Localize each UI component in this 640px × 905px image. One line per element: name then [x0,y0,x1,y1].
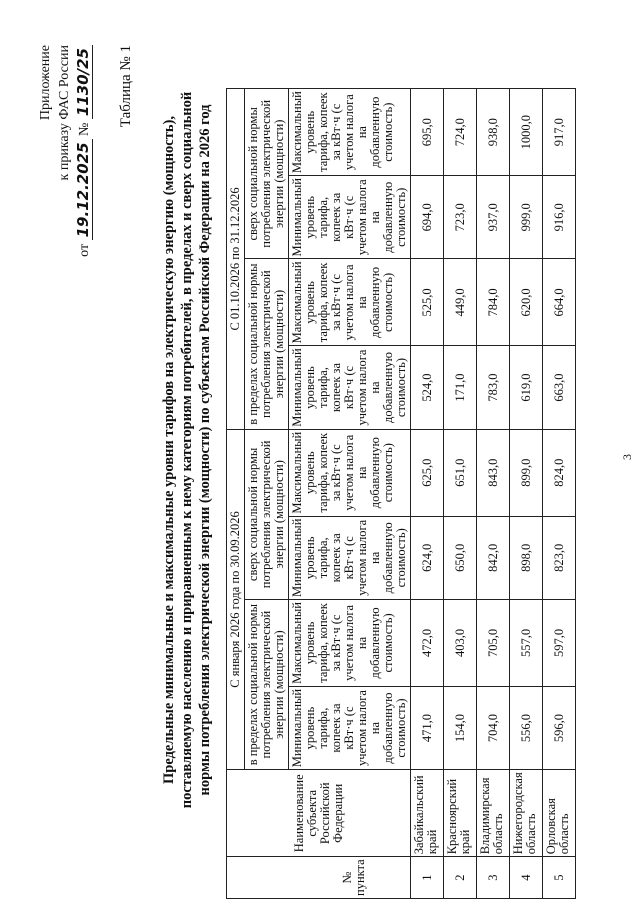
tariff-value: 403,0 [444,600,477,687]
tariff-value: 471,0 [411,686,444,769]
tariff-value: 525,0 [411,259,444,346]
table-row [444,89,477,899]
tariff-value: 524,0 [411,346,444,429]
row-number: 5 [543,857,576,899]
tariff-value: 705,0 [477,600,510,687]
tariff-value: 999,0 [510,176,543,259]
tariff-value: 916,0 [543,176,576,259]
header-above-norm-2: сверх социальной нормы потребления электрической энергии (мощности) [245,89,289,259]
tariff-value: 899,0 [510,429,543,516]
header-max: Максимальный уровень тарифа, копеек за кВт·ч (с учетом налога на добавленную стоимость) [289,89,411,176]
annex-date: 19.12.2025 [74,139,93,240]
annex-line-1: Приложение [38,45,53,121]
header-within-norm-2: в пределах социальной нормы потребления электрической энергии (мощности) [245,259,289,429]
row-number: 3 [477,857,510,899]
annex-line-3 [74,45,94,305]
tariff-value: 625,0 [411,429,444,516]
table-label: Таблица № 1 [118,45,134,128]
row-subject: Орловская область [543,770,576,857]
tariff-value: 596,0 [543,686,576,769]
annex-from-label: от [77,243,92,257]
row-number: 2 [444,857,477,899]
tariff-value: 704,0 [477,686,510,769]
annex-no-label: № [77,122,92,136]
tariff-value: 663,0 [543,346,576,429]
tariff-value: 723,0 [444,176,477,259]
table-row [411,89,444,899]
annex-line-2: к приказу ФАС России [57,45,72,181]
tariff-value: 783,0 [477,346,510,429]
header-min: Минимальный уровень тарифа, копеек за кВт·ч (с учетом налога на добавленную стоимость) [289,176,411,259]
header-period-2: С 01.10.2026 по 31.12.2026 [227,89,245,430]
header-period-1: С января 2026 года по 30.09.2026 [227,429,245,770]
tariff-value: 938,0 [477,89,510,176]
annex-number: 1130/25 [74,45,93,119]
header-within-norm-1: в пределах социальной нормы потребления электрической энергии (мощности) [245,600,289,770]
tariff-value: 154,0 [444,686,477,769]
row-subject: Владимирская область [477,770,510,857]
tariff-value: 620,0 [510,259,543,346]
tariff-value: 664,0 [543,259,576,346]
tariff-value: 694,0 [411,176,444,259]
annex-block [36,45,94,305]
row-subject: Забайкальский край [411,770,444,857]
header-above-norm-1: сверх социальной нормы потребления электрической энергии (мощности) [245,429,289,599]
header-max: Максимальный уровень тарифа, копеек за кВт·ч (с учетом налога на добавленную стоимость) [289,600,411,687]
header-num: № пункта [227,857,411,899]
header-subject: Наименование субъекта Российской Федерации [227,770,411,857]
tariff-value: 824,0 [543,429,576,516]
tariff-value: 557,0 [510,600,543,687]
tariff-value: 1000,0 [510,89,543,176]
tariff-value: 937,0 [477,176,510,259]
header-min: Минимальный уровень тарифа, копеек за кВт·ч (с учетом налога на добавленную стоимость) [289,516,411,599]
tariff-value: 556,0 [510,686,543,769]
tariff-value: 695,0 [411,89,444,176]
header-max: Максимальный уровень тарифа, копеек за кВт·ч (с учетом налога на добавленную стоимость) [289,259,411,346]
tariff-value: 842,0 [477,516,510,599]
tariff-value: 619,0 [510,346,543,429]
row-number: 1 [411,857,444,899]
tariff-value: 724,0 [444,89,477,176]
tariff-table [226,88,576,899]
tariff-value: 823,0 [543,516,576,599]
row-subject: Нижегородская область [510,770,543,857]
row-subject: Красноярский край [444,770,477,857]
tariff-value: 784,0 [477,259,510,346]
tariff-value: 651,0 [444,429,477,516]
tariff-value: 449,0 [444,259,477,346]
row-number: 4 [510,857,543,899]
document-title: Предельные минимальные и максимальные уровни тарифов на электрическую энергию (мощность), поставляемую населению и приравненным к нему категориям потребителей, в пределах и сверх социальной нормы потребления электрической энергии (мощности) по субъектам Российской Федерации на 2026 год [161,91,213,809]
tariff-value: 917,0 [543,89,576,176]
table-row [543,89,576,899]
table-row [510,89,543,899]
tariff-value: 171,0 [444,346,477,429]
header-min: Минимальный уровень тарифа, копеек за кВт·ч (с учетом налога на добавленную стоимость) [289,686,411,769]
tariff-value: 597,0 [543,600,576,687]
header-max: Максимальный уровень тарифа, копеек за кВт·ч (с учетом налога на добавленную стоимость) [289,429,411,516]
page-number: 3 [620,454,634,460]
tariff-value: 650,0 [444,516,477,599]
tariff-value: 843,0 [477,429,510,516]
table-row [477,89,510,899]
tariff-value: 472,0 [411,600,444,687]
header-min: Минимальный уровень тарифа, копеек за кВт·ч (с учетом налога на добавленную стоимость) [289,346,411,429]
tariff-value: 624,0 [411,516,444,599]
tariff-value: 898,0 [510,516,543,599]
